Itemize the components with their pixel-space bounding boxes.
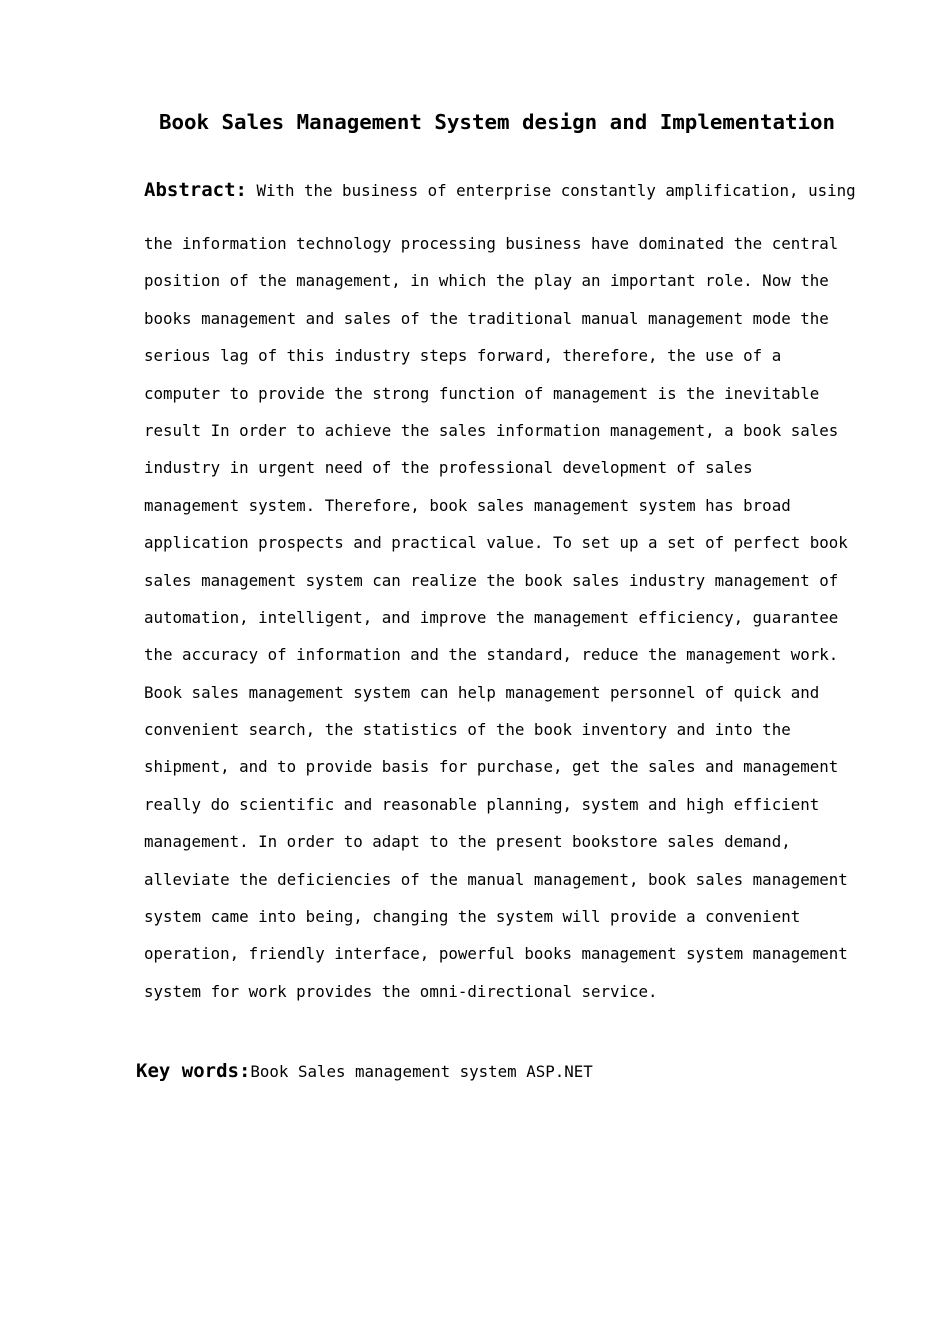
abstract-line: Book sales management system can help management personnel of quick and xyxy=(144,682,820,702)
abstract-line: serious lag of this industry steps forward, therefore, the use of a xyxy=(144,346,782,366)
keywords-section xyxy=(136,1056,593,1087)
abstract-line: management. In order to adapt to the present bookstore sales demand, xyxy=(144,832,791,852)
abstract-line: computer to provide the strong function of management is the inevitable xyxy=(144,383,820,403)
abstract-line: automation, intelligent, and improve the management efficiency, guarantee xyxy=(144,607,839,627)
abstract-body xyxy=(144,225,864,1010)
abstract-line: management system. Therefore, book sales management system has broad xyxy=(144,495,791,515)
abstract-line: really do scientific and reasonable planning, system and high efficient xyxy=(144,794,820,814)
abstract-line: industry in urgent need of the professional development of sales xyxy=(144,458,753,478)
document-title: Book Sales Management System design and Implementation xyxy=(158,110,836,134)
abstract-label: Abstract: xyxy=(144,179,247,201)
abstract-line: application prospects and practical value. To set up a set of perfect book xyxy=(144,533,848,553)
keywords-text: Book Sales management system ASP.NET xyxy=(250,1062,593,1081)
abstract-line: books management and sales of the traditional manual management mode the xyxy=(144,308,829,328)
abstract-line: the information technology processing business have dominated the central xyxy=(144,234,839,253)
abstract-line: the accuracy of information and the standard, reduce the management work. xyxy=(144,645,839,665)
abstract-line: system for work provides the omni-directional service. xyxy=(144,981,658,1001)
abstract-header xyxy=(144,176,856,205)
abstract-line: convenient search, the statistics of the book inventory and into the xyxy=(144,720,791,740)
abstract-line: sales management system can realize the book sales industry management of xyxy=(144,570,839,590)
abstract-first-line: With the business of enterprise constantly amplification, using xyxy=(246,181,856,200)
abstract-line: position of the management, in which the play an important role. Now the xyxy=(144,271,829,291)
abstract-line: shipment, and to provide basis for purchase, get the sales and management xyxy=(144,757,839,777)
abstract-line: result In order to achieve the sales information management, a book sales xyxy=(144,420,839,440)
abstract-line: operation, friendly interface, powerful books management system management xyxy=(144,944,848,964)
abstract-line: system came into being, changing the system will provide a convenient xyxy=(144,907,801,927)
keywords-label: Key words: xyxy=(136,1060,251,1082)
abstract-line: alleviate the deficiencies of the manual management, book sales management xyxy=(144,869,848,889)
